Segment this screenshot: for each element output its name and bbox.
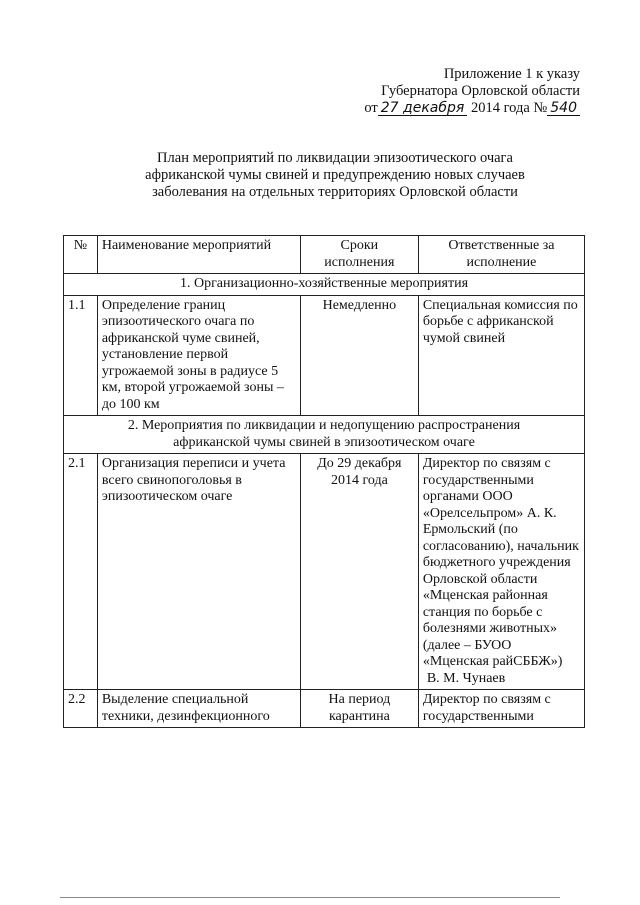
table-row [64,295,585,416]
appendix-date-line [340,100,580,117]
table-header-row [64,236,585,274]
row-resp-signatory: В. М. Чунаев [426,670,506,686]
title-line-3: заболевания на отдельных территориях Орловской области [152,184,518,200]
handwritten-date: 27 декабря [378,101,468,116]
plan-table [63,235,585,728]
appendix-header [340,66,580,117]
row-resp: Директор по связям с государственными [418,690,584,728]
row-term: Немедленно [300,295,418,416]
row-num: 2.1 [64,454,98,690]
appendix-line-1: Приложение 1 к указу [443,66,580,82]
year-text: 2014 года № [470,100,548,116]
title-line-2: африканской чумы свиней и предупреждению новых случаев [145,167,525,183]
section-title-2: 2. Мероприятия по ликвидации и недопущению распространения африканской чумы свиней в эпизоотическом очаге [64,416,585,454]
table-row [64,690,585,728]
row-resp: Специальная комиссия по борьбе с африканской чумой свиней [418,295,584,416]
row-num: 1.1 [64,295,98,416]
row-resp-cell [418,454,584,690]
header-name: Наименование мероприятий [97,236,300,274]
row-name: Определение границ эпизоотического очага по африканской чуме свиней, установление первой угрожаемой зоны в радиусе 5 км, второй угрожаемой зоны – до 100 км [97,295,300,416]
header-term: Сроки исполнения [300,236,418,274]
document-title [100,150,570,201]
header-resp: Ответственные за исполнение [418,236,584,274]
section-row-1 [64,274,585,296]
row-name: Выделение специальной техники, дезинфекционного [97,690,300,728]
handwritten-number: 540 [547,101,580,116]
section-row-2 [64,416,585,454]
table-row [64,454,585,690]
section-title-1: 1. Организационно-хозяйственные мероприятия [64,274,585,296]
header-num: № [64,236,98,274]
appendix-line-2: Губернатора Орловской области [381,83,580,99]
page-bottom-rule [60,897,560,898]
row-resp: Директор по связям с государственными органами ООО «Орелсельпром» А. К. Ермольский (по согласованию), начальник бюджетного учреждения Орловской области «Мценская районная станция по борьбе с болезнями животных» (далее – БУОО «Мценская райСББЖ») [422,456,579,669]
date-prefix: от [364,100,378,116]
row-term: На период карантина [300,690,418,728]
row-term: До 29 декабря 2014 года [300,454,418,690]
row-num: 2.2 [64,690,98,728]
title-line-1: План мероприятий по ликвидации эпизоотического очага [157,150,513,166]
row-name: Организация переписи и учета всего свинопоголовья в эпизоотическом очаге [97,454,300,690]
